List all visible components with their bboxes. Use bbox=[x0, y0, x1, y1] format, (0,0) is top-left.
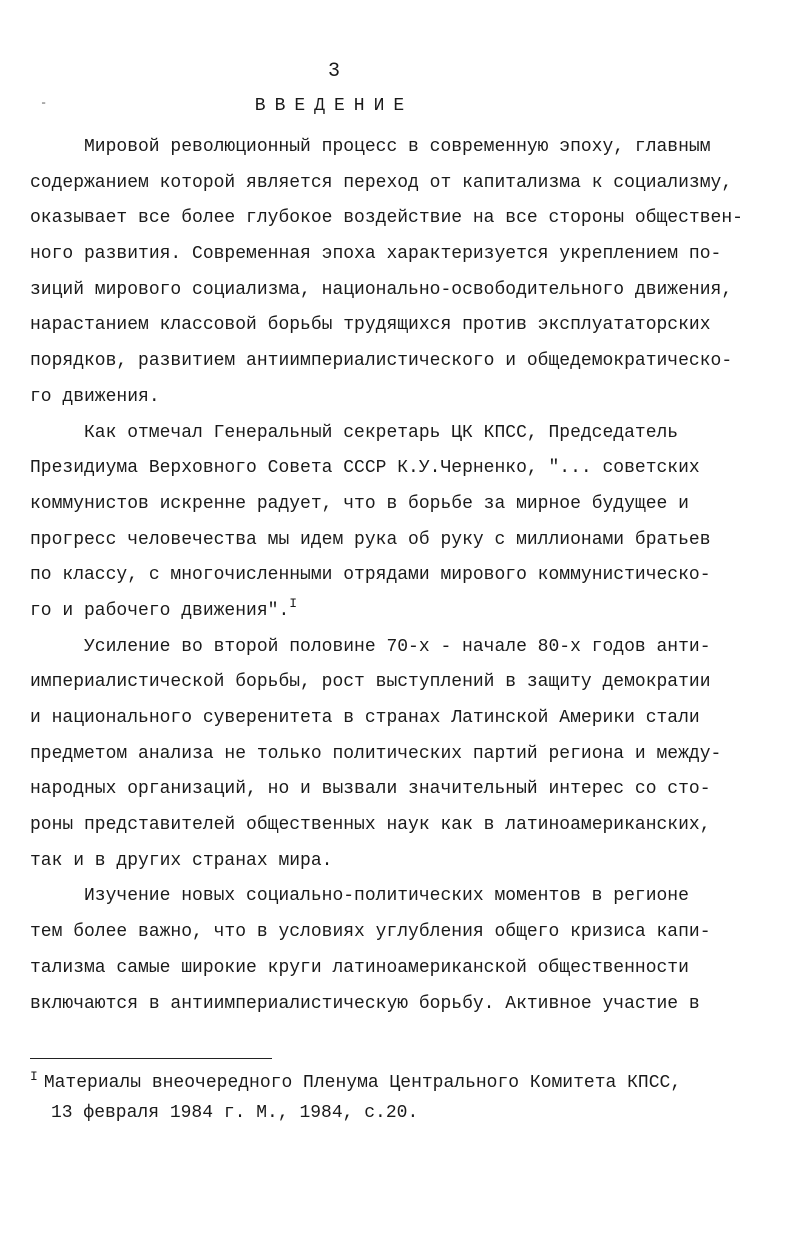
text-line: прогресс человечества мы идем рука об руку с миллионами братьев bbox=[30, 529, 711, 550]
paragraph-2 bbox=[30, 416, 770, 630]
footnote-divider bbox=[30, 1058, 272, 1059]
body-text bbox=[30, 130, 770, 1022]
footnote-line bbox=[30, 1068, 770, 1098]
text-line: Как отмечал Генеральный секретарь ЦК КПСС, Председатель bbox=[84, 422, 679, 443]
text-line: предметом анализа не только политических партий региона и между- bbox=[30, 743, 722, 764]
paragraph-3 bbox=[30, 630, 770, 880]
text-line: порядков, развитием антиимпериалистического и общедемократическо- bbox=[30, 351, 733, 372]
text-line: Президиума Верховного Совета СССР К.У.Черненко, "... советских bbox=[30, 458, 700, 479]
text-line: содержанием которой является переход от капитализма к социализму, bbox=[30, 172, 733, 193]
footnote-reference: I bbox=[289, 595, 298, 611]
text-line: оказывает все более глубокое воздействие на все стороны обществен- bbox=[30, 208, 743, 229]
text-line: роны представителей общественных наук как в латиноамериканских, bbox=[30, 815, 711, 836]
text-line: Изучение новых социально-политических моментов в регионе bbox=[84, 886, 689, 907]
footnote-line: 13 февраля 1984 г. М., 1984, с.20. bbox=[51, 1103, 419, 1123]
text-line: и национального суверенитета в странах Латинской Америки стали bbox=[30, 708, 700, 728]
text-line: ного развития. Современная эпоха характеризуется укреплением по- bbox=[30, 244, 722, 265]
paragraph-1 bbox=[30, 130, 770, 416]
text-line: зиций мирового социализма, национально-освободительного движения, bbox=[30, 279, 733, 300]
footnote-text: Материалы внеочередного Пленума Центрального Комитета КПСС, bbox=[43, 1073, 682, 1093]
text-line: народных организаций, но и вызвали значительный интерес со сто- bbox=[30, 779, 711, 800]
text-line: тем более важно, что в условиях углубления общего кризиса капи- bbox=[30, 922, 711, 943]
footnote-mark: I bbox=[30, 1069, 38, 1084]
text-line-with-footnote bbox=[30, 594, 770, 630]
text-line: по классу, с многочисленными отрядами мирового коммунистическо- bbox=[30, 565, 711, 586]
text-line: го движения. bbox=[30, 386, 160, 407]
text-line: Мировой революционный процесс в современную эпоху, главным bbox=[84, 137, 711, 157]
page-number: 3 bbox=[327, 60, 340, 83]
text-line: так и в других странах мира. bbox=[30, 850, 333, 871]
text-line: го и рабочего движения". bbox=[30, 600, 290, 621]
stray-mark: - bbox=[40, 96, 48, 110]
text-line: нарастанием классовой борьбы трудящихся против эксплуататорских bbox=[30, 315, 711, 336]
footnote bbox=[30, 1068, 770, 1128]
text-line: коммунистов искренне радует, что в борьбе за мирное будущее и bbox=[30, 493, 689, 514]
paragraph-4 bbox=[30, 879, 770, 1022]
text-line: тализма самые широкие круги латиноамериканской общественности bbox=[30, 957, 689, 978]
text-line: империалистической борьбы, рост выступлений в защиту демократии bbox=[30, 672, 711, 693]
section-title: ВВЕДЕНИЕ bbox=[254, 96, 414, 116]
text-line: включаются в антиимпериалистическую борьбу. Активное участие в bbox=[30, 993, 700, 1014]
text-line: Усиление во второй половине 70-х - начале 80-х годов анти- bbox=[84, 636, 711, 657]
